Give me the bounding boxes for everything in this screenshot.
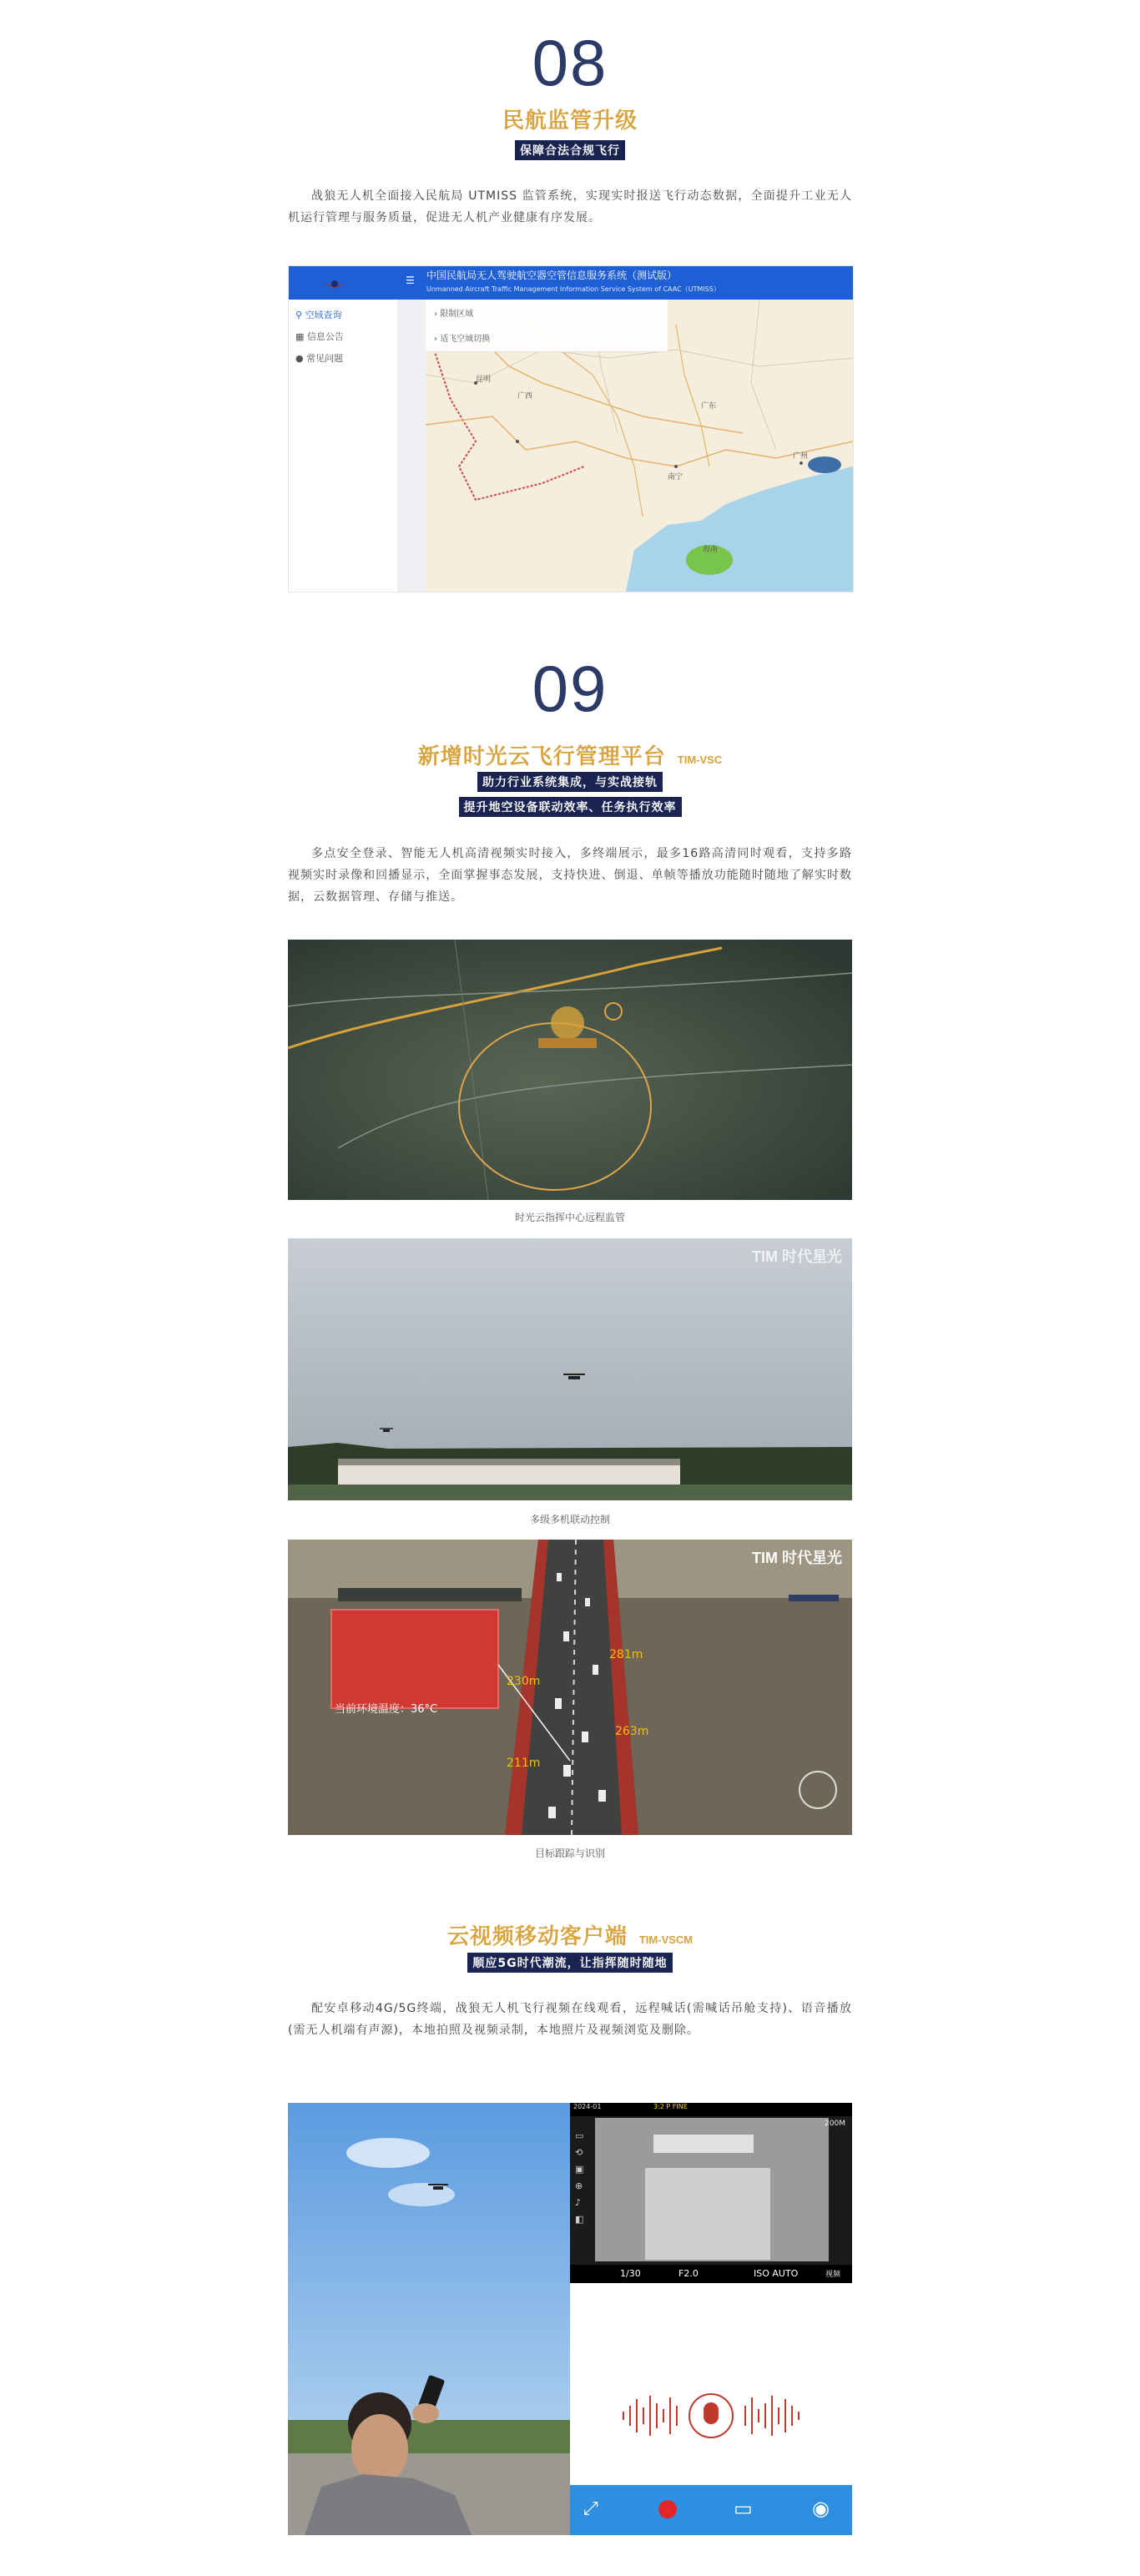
map-label-guangxi: 广西 [517, 392, 533, 401]
distance-label-4: 211m [507, 1757, 541, 1770]
multi-drone-image [288, 1238, 852, 1500]
map-label-guangzhou: 广州 [793, 452, 809, 461]
tim-watermark-2: TIM 时代星光 [751, 1550, 842, 1566]
caption-multi-drone: 多级多机联动控制 [529, 1514, 610, 1525]
section-08-title: 民航监管升级 [502, 108, 638, 134]
phone-app-screenshot [570, 2103, 852, 2535]
map-label-hainan: 海南 [703, 546, 719, 554]
section-08-tag: 保障合法合规飞行 [515, 140, 625, 160]
video-icon[interactable]: ▭ [734, 2497, 753, 2520]
utmiss-sidebar [289, 300, 397, 592]
utmiss-map[interactable] [426, 300, 853, 592]
satellite-monitor-image [288, 940, 852, 1200]
sky-scene [288, 1238, 852, 1500]
tim-watermark: TIM 时代星光 [751, 1248, 842, 1265]
panel-item-switch[interactable]: › 适飞空域切换 [434, 335, 491, 344]
distance-label-3: 263m [615, 1725, 649, 1738]
utmiss-header [289, 266, 853, 300]
camera-icon[interactable]: ◉ [812, 2497, 830, 2520]
map-label-kunming: 昆明 [476, 376, 492, 384]
sidebar-item-faq[interactable]: ● 常见问题 [295, 353, 344, 364]
utmiss-subtitle: Unmanned Aircraft Traffic Management Information Service System of CAAC（UTMISS） [426, 285, 720, 293]
section-09-paragraph: 多点安全登录、智能无人机高清视频实时接入，多终端展示，最多16路高清同时观看，支持多路视频实时录像和回播显示，全面掌握事态发展，支持快进、倒退、单帧等播放功能随时随地了解实时数据，云数据管理、存储与推送。 [288, 847, 852, 904]
camera-feed [595, 2118, 829, 2261]
utmiss-title: 中国民航局无人驾驶航空器空管信息服务系统（测试版） [426, 270, 678, 281]
question-icon: ● [295, 353, 304, 364]
exposure-bar: 1/30 F2.0 ISO AUTO 视频 [570, 2265, 852, 2283]
operator-photo [288, 2103, 570, 2535]
record-button[interactable] [658, 2500, 677, 2518]
caac-logo-icon [314, 275, 356, 293]
caption-remote-monitor: 时光云指挥中心远程监管 [514, 1212, 625, 1223]
fullscreen-icon[interactable]: ⤢ [583, 2498, 598, 2519]
phone-bottom-bar [570, 2485, 852, 2535]
map-filter-panel [426, 300, 668, 352]
menu-icon[interactable]: ☰ [406, 275, 415, 286]
section-10-tag: 顺应5G时代潮流，让指挥随时随地 [467, 1953, 672, 1973]
operator-scene [288, 2103, 570, 2535]
distance-label-2: 230m [507, 1675, 541, 1688]
microphone-icon [704, 2402, 719, 2424]
section-09-title-row [0, 739, 1140, 770]
section-09-tag-1: 助力行业系统集成，与实战接轨 [477, 772, 663, 792]
section-10-title-en: TIM-VSCM [638, 1933, 694, 1946]
section-10-title-row [0, 1919, 1140, 1950]
camera-side-icons[interactable]: ▭ ⟲ ▣ ⊕ ♪ ◧ [575, 2130, 584, 2225]
section-09-number: 09 [532, 652, 608, 725]
temperature-label: 当前环境温度：36°C [335, 1703, 438, 1716]
panel-item-restricted[interactable]: › 限制区域 [434, 310, 474, 319]
caption-tracking: 目标跟踪与识别 [534, 1848, 605, 1859]
map-label-nanning: 南宁 [668, 473, 683, 481]
distance-label-1: 281m [609, 1648, 643, 1661]
bridge-tracking-image [288, 1540, 852, 1835]
zoom-readout: 200M [825, 2120, 845, 2128]
location-icon: ⚲ [295, 310, 303, 320]
grid-icon: ▦ [295, 331, 305, 342]
utmiss-screenshot [288, 265, 854, 592]
bridge-scene [288, 1540, 852, 1835]
section-09-tag-2: 提升地空设备联动效率、任务执行效率 [459, 797, 682, 817]
section-09-title-en: TIM-VSC [677, 754, 723, 766]
section-09-title: 新增时光云飞行管理平台 [417, 744, 666, 769]
section-10-title: 云视频移动客户端 [446, 1924, 628, 1949]
sidebar-item-airspace[interactable]: ⚲ 空域查询 [295, 310, 342, 320]
camera-view [570, 2103, 852, 2283]
camera-status-bar: 2024-01 3:2 P FINE [570, 2103, 852, 2116]
map-label-guangdong: 广东 [701, 402, 717, 411]
section-08-paragraph: 战狼无人机全面接入民航局 UTMISS 监管系统，实现实时报送飞行动态数据，全面提升工业无人机运行管理与服务质量，促进无人机产业健康有序发展。 [288, 189, 852, 224]
section-08-number: 08 [532, 26, 608, 99]
sidebar-item-notice[interactable]: ▦ 信息公告 [295, 331, 344, 342]
voice-waveform [615, 2391, 807, 2441]
satellite-map [288, 940, 852, 1200]
section-10-paragraph: 配安卓移动4G/5G终端，战狼无人机飞行视频在线观看，远程喊话(需喊话吊舱支持)、语音播放(需无人机端有声源)，本地拍照及视频录制，本地照片及视频浏览及删除。 [288, 2002, 852, 2037]
